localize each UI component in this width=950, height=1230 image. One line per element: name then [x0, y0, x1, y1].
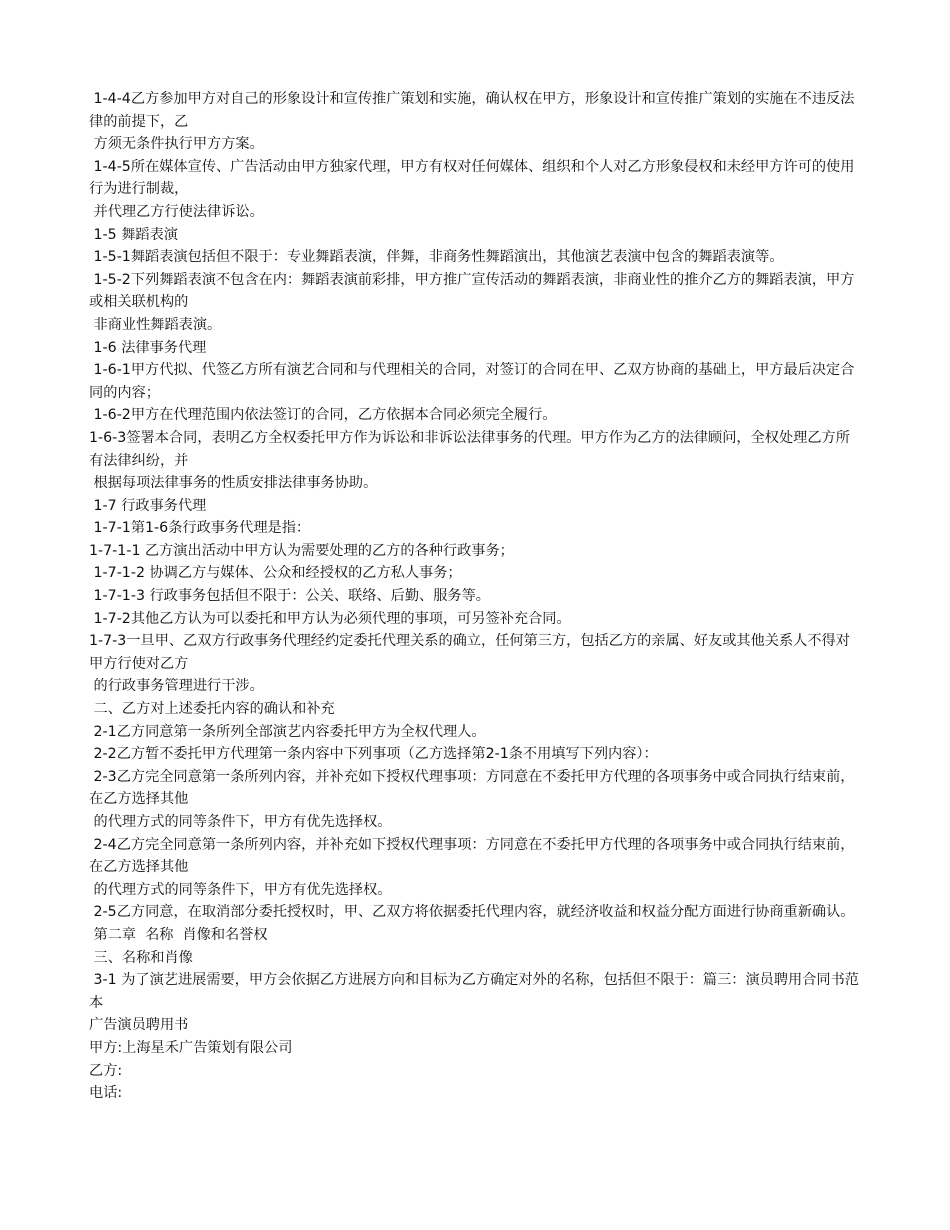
clause-1-6-3-line-1: 1-6-3签署本合同，表明乙方全权委托甲方作为诉讼和非诉讼法律事务的代理。甲方作为乙方的法律顾问，全权处理乙方所有法律纠纷，并: [89, 429, 850, 469]
clause-1-7-1-3: 1-7-1-3 行政事务包括但不限于：公关、联络、后勤、服务等。: [89, 588, 490, 605]
section-1-7-heading: 1-7 行政事务代理: [89, 497, 207, 514]
section-2-heading: 二、乙方对上述委托内容的确认和补充: [89, 701, 335, 718]
clause-1-4-4-line-1: 1-4-4乙方参加甲方对自己的形象设计和宣传推广策划和实施，确认权在甲方，形象设计和宣传推广策划的实施在不违反法律的前提下，乙: [89, 91, 855, 130]
clause-2-5: 2-5乙方同意，在取消部分委托授权时，甲、乙双方将依据委托代理内容，就经济收益和权益分配方面进行协商重新确认。: [89, 904, 855, 921]
party-a: 甲方:上海星禾广告策划有限公司: [89, 1039, 293, 1056]
clause-2-2: 2-2乙方暂不委托甲方代理第一条内容中下列事项（乙方选择第2-1条不用填写下列内容）：: [89, 746, 658, 763]
clause-1-7-2: 1-7-2其他乙方认为可以委托和甲方认为必须代理的事项，可另签补充合同。: [89, 610, 571, 627]
clause-1-7-1-2: 1-7-1-2 协调乙方与媒体、公众和经授权的乙方私人事务；: [89, 565, 462, 582]
clause-1-5-2-line-1: 1-5-2下列舞蹈表演不包含在内：舞蹈表演前彩排，甲方推广宣传活动的舞蹈表演，非商业性的推介乙方的舞蹈表演，甲方或相关联机构的: [89, 271, 855, 311]
clause-2-3-line-2: 的代理方式的同等条件下，甲方有优先选择权。: [89, 814, 392, 830]
clause-2-4-line-1: 2-4乙方完全同意第一条所列内容，并补充如下授权代理事项：方同意在不委托甲方代理的各项事务中或合同执行结束前，在乙方选择其他: [89, 836, 855, 876]
section-1-6-heading: 1-6 法律事务代理: [89, 339, 207, 356]
clause-1-7-3-line-1: 1-7-3一旦甲、乙双方行政事务代理经约定委托代理关系的确立，任何第三方，包括乙方的亲属、好友或其他关系人不得对甲方行使对乙方: [89, 633, 850, 672]
chapter-2-heading: 第二章 名称 肖像和名誉权: [89, 926, 268, 943]
clause-2-4-line-2: 的代理方式的同等条件下，甲方有优先选择权。: [89, 881, 392, 898]
clause-1-5-2-line-2: 非商业性舞蹈表演。: [89, 316, 222, 333]
clause-1-6-2: 1-6-2甲方在代理范围内依法签订的合同，乙方依据本合同必须完全履行。: [89, 407, 557, 424]
clause-1-6-1: 1-6-1甲方代拟、代签乙方所有演艺合同和与代理相关的合同，对签订的合同在甲、乙双方协商的基础上，甲方最后决定合同的内容；: [89, 362, 855, 401]
clause-1-7-1-1: 1-7-1-1 乙方演出活动中甲方认为需要处理的乙方的各种行政事务；: [89, 542, 514, 559]
clause-1-7-3-line-2: 的行政事务管理进行干涉。: [89, 678, 264, 695]
section-3-heading: 三、名称和肖像: [89, 949, 193, 966]
clause-3-1: 3-1 为了演艺进展需要，甲方会依据乙方进展方向和目标为乙方确定对外的名称，包括但不限于：篇三：演员聘用合同书范本: [89, 972, 859, 1011]
party-b: 乙方:: [89, 1062, 123, 1079]
contract-title: 广告演员聘用书: [89, 1017, 189, 1034]
clause-1-7-1: 1-7-1第1-6条行政事务代理是指：: [89, 520, 311, 537]
clause-1-4-4-line-2: 方须无条件执行甲方方案。: [89, 136, 264, 153]
clause-2-3-line-1: 2-3乙方完全同意第一条所列内容，并补充如下授权代理事项：方同意在不委托甲方代理的各项事务中或合同执行结束前，在乙方选择其他: [89, 768, 855, 808]
document-body: [89, 88, 861, 1105]
clause-2-1: 2-1乙方同意第一条所列全部演艺内容委托甲方为全权代理人。: [89, 723, 486, 740]
clause-1-4-5-line-1: 1-4-5所在媒体宣传、广告活动由甲方独家代理，甲方有权对任何媒体、组织和个人对乙方形象侵权和未经甲方许可的使用行为进行制裁，: [89, 158, 855, 198]
clause-1-5-1: 1-5-1舞蹈表演包括但不限于：专业舞蹈表演，伴舞，非商务性舞蹈演出，其他演艺表演中包含的舞蹈表演等。: [89, 249, 784, 266]
phone: 电话:: [89, 1085, 123, 1102]
section-1-5-heading: 1-5 舞蹈表演: [89, 226, 178, 243]
clause-1-4-5-line-2: 并代理乙方行使法律诉讼。: [89, 203, 264, 220]
clause-1-6-3-line-2: 根据每项法律事务的性质安排法律事务协助。: [89, 475, 378, 492]
